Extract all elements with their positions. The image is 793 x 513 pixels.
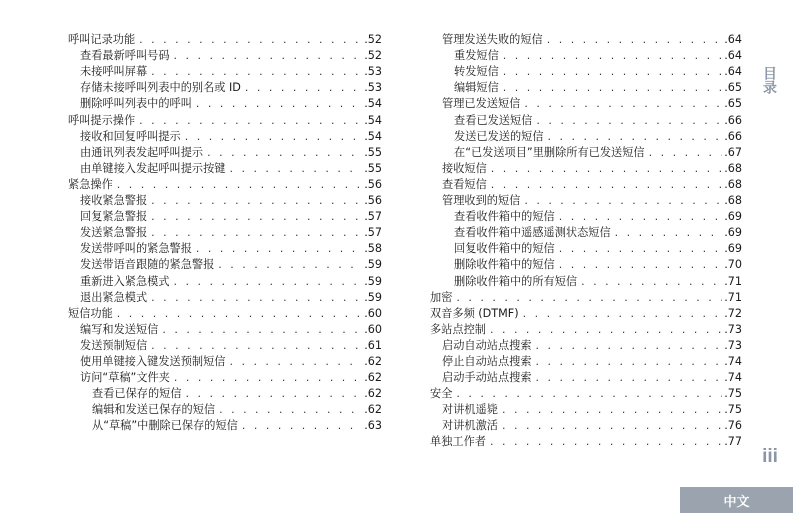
- toc-entry-label: 启动自动站点搜索: [442, 338, 532, 352]
- toc-entry-label: 编辑和发送已保存的短信: [92, 403, 216, 417]
- toc-entry-label: 查看已保存的短信: [92, 387, 182, 401]
- toc-leader-dots: [185, 129, 363, 145]
- toc-entry[interactable]: [68, 241, 382, 257]
- toc-entry-label: 删除收件箱中的短信: [454, 258, 555, 272]
- toc-leader-dots: [196, 241, 362, 257]
- toc-entry[interactable]: [430, 161, 742, 177]
- toc-entry-label: 重新进入紧急模式: [80, 274, 170, 288]
- toc-leader-dots: [151, 64, 362, 80]
- toc-entry[interactable]: [68, 402, 382, 418]
- toc-entry-label: 管理收到的短信: [442, 194, 521, 208]
- toc-entry-page: .59: [364, 274, 382, 288]
- toc-entry-label: 重发短信: [454, 49, 499, 63]
- toc-entry[interactable]: [430, 322, 742, 338]
- toc-entry-page: .61: [364, 338, 382, 352]
- toc-entry-page: .55: [364, 145, 382, 159]
- toc-leader-dots: [559, 209, 723, 225]
- toc-leader-dots: [491, 177, 722, 193]
- toc-leader-dots: [491, 161, 722, 177]
- toc-entry[interactable]: [430, 257, 742, 273]
- toc-entry[interactable]: [68, 354, 382, 370]
- toc-entry[interactable]: [68, 145, 382, 161]
- toc-entry-label: 加密: [430, 290, 453, 304]
- toc-entry-label: 管理发送失败的短信: [442, 33, 543, 47]
- toc-column-right: [430, 32, 742, 450]
- page-number: iii: [762, 446, 778, 467]
- toc-leader-dots: [536, 338, 723, 354]
- toc-entry-label: 查看已发送短信: [454, 113, 533, 127]
- toc-leader-dots: [536, 354, 723, 370]
- toc-leader-dots: [151, 290, 362, 306]
- toc-entry-page: .56: [364, 177, 382, 191]
- toc-entry[interactable]: [430, 112, 742, 128]
- toc-entry[interactable]: [68, 338, 382, 354]
- toc-entry-page: .66: [724, 113, 742, 127]
- toc-entry[interactable]: [68, 96, 382, 112]
- toc-entry-page: .59: [364, 290, 382, 304]
- toc-entry[interactable]: [430, 290, 742, 306]
- toc-entry-page: .60: [364, 306, 382, 320]
- toc-entry[interactable]: [430, 193, 742, 209]
- toc-entry[interactable]: [68, 193, 382, 209]
- toc-leader-dots: [524, 96, 722, 112]
- toc-leader-dots: [151, 225, 362, 241]
- toc-entry-label: 编辑短信: [454, 81, 499, 95]
- toc-entry[interactable]: [430, 129, 742, 145]
- toc-entry-page: .54: [364, 129, 382, 143]
- toc-entry-page: .72: [724, 306, 742, 320]
- toc-entry-page: .65: [724, 81, 742, 95]
- toc-entry-label: 短信功能: [68, 306, 113, 320]
- toc-leader-dots: [218, 257, 362, 273]
- toc-leader-dots: [174, 48, 363, 64]
- toc-entry-label: 由单键接入发起呼叫提示按键: [80, 161, 226, 175]
- toc-leader-dots: [456, 290, 722, 306]
- toc-leader-dots: [490, 322, 722, 338]
- toc-entry-label: 退出紧急模式: [80, 290, 148, 304]
- toc-entry-label: 接收和回复呼叫提示: [80, 129, 181, 143]
- toc-entry-page: .57: [364, 210, 382, 224]
- toc-entry[interactable]: [430, 434, 742, 450]
- toc-leader-dots: [186, 386, 363, 402]
- toc-entry-page: .65: [724, 97, 742, 111]
- toc-leader-dots: [548, 129, 723, 145]
- toc-entry-page: .67: [724, 145, 742, 159]
- toc-leader-dots: [559, 241, 723, 257]
- toc-entry[interactable]: [430, 145, 742, 161]
- toc-entry[interactable]: [68, 370, 382, 386]
- toc-entry-page: .52: [364, 33, 382, 47]
- toc-entry-page: .69: [724, 242, 742, 256]
- toc-entry[interactable]: [430, 225, 742, 241]
- toc-leader-dots: [207, 145, 362, 161]
- toc-entry-label: 未接呼叫屏幕: [80, 65, 148, 79]
- toc-entry[interactable]: [68, 418, 382, 434]
- toc-entry-label: 安全: [430, 387, 453, 401]
- toc-leader-dots: [139, 32, 362, 48]
- toc-entry[interactable]: [430, 177, 742, 193]
- toc-entry-page: .62: [364, 387, 382, 401]
- toc-entry-page: .53: [364, 81, 382, 95]
- section-tab-label: 目录: [761, 66, 777, 94]
- toc-entry-label: 查看收件箱中的短信: [454, 210, 555, 224]
- toc-entry-label: 转发短信: [454, 65, 499, 79]
- toc-entry[interactable]: [68, 386, 382, 402]
- toc-leader-dots: [559, 257, 723, 273]
- toc-leader-dots: [524, 193, 722, 209]
- toc-entry[interactable]: [430, 273, 742, 289]
- toc-entry-page: .55: [364, 161, 382, 175]
- toc-entry[interactable]: [430, 338, 742, 354]
- toc-entry-label: 发送已发送的短信: [454, 129, 544, 143]
- toc-entry[interactable]: [430, 241, 742, 257]
- toc-leader-dots: [490, 434, 722, 450]
- toc-entry-label: 查看短信: [442, 177, 487, 191]
- toc-entry-label: 多站点控制: [430, 322, 486, 336]
- toc-entry-page: .60: [364, 322, 382, 336]
- toc-entry-label: 双音多频 (DTMF): [430, 306, 519, 320]
- toc-leader-dots: [536, 113, 722, 129]
- toc-entry-label: 查看最新呼叫号码: [80, 49, 170, 63]
- toc-leader-dots: [536, 370, 723, 386]
- toc-leader-dots: [219, 402, 362, 418]
- toc-leader-dots: [242, 418, 362, 434]
- toc-entry-page: .64: [724, 65, 742, 79]
- toc-entry-label: 紧急操作: [68, 177, 113, 191]
- toc-entry-label: 由通讯列表发起呼叫提示: [80, 145, 204, 159]
- toc-leader-dots: [151, 209, 362, 225]
- toc-leader-dots: [649, 145, 723, 161]
- section-tab: [758, 66, 780, 94]
- toc-entry[interactable]: [430, 209, 742, 225]
- toc-entry-page: .68: [724, 177, 742, 191]
- toc-entry-label: 访问“草稿”文件夹: [80, 371, 170, 385]
- toc-entry[interactable]: [68, 273, 382, 289]
- toc-entry[interactable]: [68, 290, 382, 306]
- toc-entry[interactable]: [68, 112, 382, 128]
- toc-entry[interactable]: [68, 177, 382, 193]
- toc-entry[interactable]: [68, 161, 382, 177]
- toc-entry-label: 存储未接呼叫列表中的别名或 ID: [80, 81, 241, 95]
- toc-entry-label: 编写和发送短信: [80, 322, 159, 336]
- toc-entry-page: .73: [724, 322, 742, 336]
- toc-leader-dots: [196, 96, 362, 112]
- toc-entry-label: 发送带语音跟随的紧急警报: [80, 258, 215, 272]
- toc-entry-page: .66: [724, 129, 742, 143]
- language-label: 中文: [723, 494, 750, 510]
- toc-entry-label: 管理已发送短信: [442, 97, 521, 111]
- toc-column-left: [68, 32, 382, 434]
- toc-entry-label: 接收短信: [442, 161, 487, 175]
- toc-entry[interactable]: [68, 64, 382, 80]
- toc-entry-label: 接收紧急警报: [80, 194, 148, 208]
- toc-leader-dots: [503, 64, 722, 80]
- toc-entry-page: .63: [364, 419, 382, 433]
- toc-leader-dots: [117, 177, 362, 193]
- toc-entry[interactable]: [430, 402, 742, 418]
- toc-entry[interactable]: [68, 322, 382, 338]
- toc-entry-page: .64: [724, 33, 742, 47]
- toc-leader-dots: [502, 402, 722, 418]
- toc-leader-dots: [117, 306, 362, 322]
- toc-entry-page: .54: [364, 97, 382, 111]
- toc-entry[interactable]: [430, 418, 742, 434]
- toc-leader-dots: [139, 113, 362, 129]
- toc-entry-page: .69: [724, 226, 742, 240]
- toc-entry[interactable]: [430, 306, 742, 322]
- toc-entry-page: .64: [724, 49, 742, 63]
- toc-entry-label: 回复紧急警报: [80, 210, 148, 224]
- toc-entry[interactable]: [68, 32, 382, 48]
- toc-leader-dots: [581, 274, 722, 290]
- toc-entry-label: 停止自动站点搜索: [442, 354, 532, 368]
- toc-entry[interactable]: [430, 32, 742, 48]
- toc-entry[interactable]: [68, 48, 382, 64]
- toc-entry-page: .62: [364, 371, 382, 385]
- toc-entry-page: .59: [364, 258, 382, 272]
- toc-entry-label: 发送带呼叫的紧急警报: [80, 242, 192, 256]
- toc-entry-page: .52: [364, 49, 382, 63]
- toc-entry-label: 查看收件箱中遥感遥测状态短信: [454, 226, 611, 240]
- language-tab: [680, 487, 793, 513]
- toc-entry-label: 呼叫提示操作: [68, 113, 136, 127]
- toc-entry-label: 发送预制短信: [80, 338, 148, 352]
- toc-leader-dots: [502, 418, 722, 434]
- toc-entry-page: .70: [724, 258, 742, 272]
- toc-entry-label: 呼叫记录功能: [68, 33, 136, 47]
- toc-entry[interactable]: [430, 354, 742, 370]
- toc-entry-page: .62: [364, 403, 382, 417]
- toc-entry-label: 从“草稿”中删除已保存的短信: [92, 419, 238, 433]
- toc-entry-page: .77: [724, 435, 742, 449]
- toc-entry-page: .73: [724, 338, 742, 352]
- toc-leader-dots: [151, 338, 362, 354]
- toc-entry-label: 回复收件箱中的短信: [454, 242, 555, 256]
- toc-entry-page: .74: [724, 371, 742, 385]
- toc-leader-dots: [503, 48, 722, 64]
- toc-entry-label: 对讲机激活: [442, 419, 498, 433]
- toc-entry-page: .62: [364, 354, 382, 368]
- toc-entry-page: .71: [724, 290, 742, 304]
- toc-leader-dots: [229, 354, 362, 370]
- toc-entry[interactable]: [430, 48, 742, 64]
- toc-leader-dots: [162, 322, 362, 338]
- toc-leader-dots: [174, 274, 363, 290]
- toc-entry-label: 单独工作者: [430, 435, 486, 449]
- toc-entry[interactable]: [68, 129, 382, 145]
- toc-leader-dots: [456, 386, 722, 402]
- toc-entry[interactable]: [68, 225, 382, 241]
- toc-entry-page: .57: [364, 226, 382, 240]
- toc-entry-page: .71: [724, 274, 742, 288]
- toc-leader-dots: [503, 80, 722, 96]
- toc-entry[interactable]: [68, 209, 382, 225]
- toc-entry-page: .75: [724, 403, 742, 417]
- toc-leader-dots: [245, 80, 362, 96]
- toc-entry-page: .53: [364, 65, 382, 79]
- toc-entry[interactable]: [68, 306, 382, 322]
- toc-entry-page: .76: [724, 419, 742, 433]
- toc-entry[interactable]: [430, 80, 742, 96]
- toc-leader-dots: [547, 32, 723, 48]
- toc-leader-dots: [229, 161, 362, 177]
- toc-entry[interactable]: [68, 257, 382, 273]
- toc-entry-page: .68: [724, 161, 742, 175]
- toc-leader-dots: [151, 193, 362, 209]
- toc-leader-dots: [615, 225, 723, 241]
- toc-entry[interactable]: [68, 80, 382, 96]
- toc-entry-label: 在“已发送项目”里删除所有已发送短信: [454, 145, 645, 159]
- toc-entry-page: .75: [724, 387, 742, 401]
- toc-entry[interactable]: [430, 96, 742, 112]
- toc-entry-page: .74: [724, 354, 742, 368]
- toc-entry-label: 删除呼叫列表中的呼叫: [80, 97, 192, 111]
- toc-entry-page: .54: [364, 113, 382, 127]
- toc-entry-label: 删除收件箱中的所有短信: [454, 274, 578, 288]
- toc-leader-dots: [523, 306, 723, 322]
- toc-entry-label: 启动手动站点搜索: [442, 371, 532, 385]
- toc-entry-page: .69: [724, 210, 742, 224]
- toc-entry-page: .56: [364, 194, 382, 208]
- toc-entry-label: 对讲机遥毙: [442, 403, 498, 417]
- toc-entry[interactable]: [430, 370, 742, 386]
- toc-entry-label: 发送紧急警报: [80, 226, 148, 240]
- toc-entry[interactable]: [430, 64, 742, 80]
- toc-entry-page: .58: [364, 242, 382, 256]
- toc-entry[interactable]: [430, 386, 742, 402]
- toc-leader-dots: [174, 370, 362, 386]
- toc-entry-label: 使用单键接入键发送预制短信: [80, 354, 226, 368]
- toc-entry-page: .68: [724, 194, 742, 208]
